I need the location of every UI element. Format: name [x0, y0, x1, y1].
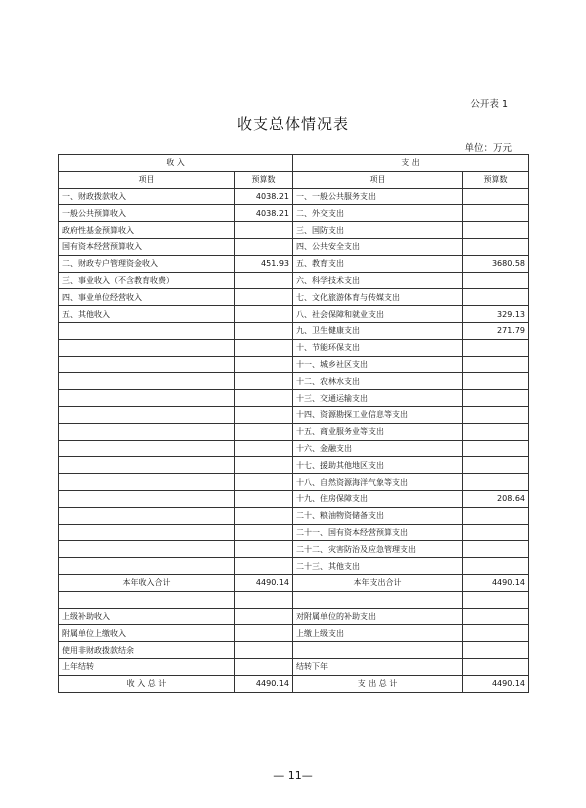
- expense-item-cell: 十四、资源勘探工业信息等支出: [293, 406, 463, 423]
- page-title: 收支总体情况表: [236, 115, 349, 133]
- income-item-cell: [59, 356, 235, 373]
- income-budget-cell: [235, 356, 293, 373]
- expense-budget-cell: [463, 390, 529, 407]
- expense-item-cell: 十一、城乡社区支出: [293, 356, 463, 373]
- expense-budget-header: 预算数: [463, 171, 529, 188]
- expense-item-cell: 十、节能环保支出: [293, 339, 463, 356]
- table-header-row: [59, 155, 529, 172]
- expense-budget-cell: [463, 238, 529, 255]
- expense-budget-cell: [463, 642, 529, 659]
- income-budget-cell: 4038.21: [235, 188, 293, 205]
- expense-budget-cell: [463, 524, 529, 541]
- income-budget-cell: [235, 642, 293, 659]
- income-budget-cell: [235, 608, 293, 625]
- expense-item-cell: 三、国防支出: [293, 222, 463, 239]
- table-row: [59, 423, 529, 440]
- expense-item-cell: 四、公共安全支出: [293, 238, 463, 255]
- expense-budget-cell: [463, 608, 529, 625]
- budget-table: [58, 154, 529, 693]
- table-row: [59, 524, 529, 541]
- income-budget-cell: 4490.14: [235, 675, 293, 692]
- expense-budget-cell: 3680.58: [463, 255, 529, 272]
- income-budget-cell: [235, 322, 293, 339]
- expense-item-cell: 一、一般公共服务支出: [293, 188, 463, 205]
- expense-item-cell: 二十、粮油物资储备支出: [293, 507, 463, 524]
- income-budget-cell: [235, 507, 293, 524]
- table-row: [59, 356, 529, 373]
- expense-budget-cell: 208.64: [463, 490, 529, 507]
- expense-budget-cell: 271.79: [463, 322, 529, 339]
- expense-budget-cell: [463, 541, 529, 558]
- expense-budget-cell: [463, 289, 529, 306]
- income-item-cell: [59, 390, 235, 407]
- expense-budget-cell: [463, 423, 529, 440]
- income-item-cell: 三、事业收入（不含教育收费）: [59, 272, 235, 289]
- table-tag: 公开表 1: [470, 99, 508, 110]
- expense-budget-cell: [463, 339, 529, 356]
- income-budget-cell: 451.93: [235, 255, 293, 272]
- income-budget-cell: 4490.14: [235, 574, 293, 591]
- income-budget-cell: [235, 306, 293, 323]
- expense-item-cell: [293, 642, 463, 659]
- income-budget-cell: 4038.21: [235, 205, 293, 222]
- expense-budget-cell: 4490.14: [463, 675, 529, 692]
- income-item-cell: [59, 558, 235, 575]
- expense-budget-cell: [463, 222, 529, 239]
- expense-budget-cell: [463, 373, 529, 390]
- table-row: [59, 339, 529, 356]
- income-budget-cell: [235, 222, 293, 239]
- income-item-cell: [59, 490, 235, 507]
- table-row: [59, 289, 529, 306]
- table-row: [59, 675, 529, 692]
- income-budget-cell: [235, 339, 293, 356]
- expense-item-cell: 十九、住房保障支出: [293, 490, 463, 507]
- expense-item-cell: 十七、援助其他地区支出: [293, 457, 463, 474]
- table-row: [59, 474, 529, 491]
- table-body: [59, 188, 529, 692]
- income-item-cell: [59, 322, 235, 339]
- expense-item-cell: 九、卫生健康支出: [293, 322, 463, 339]
- expense-item-cell: 十三、交通运输支出: [293, 390, 463, 407]
- income-item-cell: 附属单位上缴收入: [59, 625, 235, 642]
- expense-item-cell: 五、教育支出: [293, 255, 463, 272]
- table-row: [59, 373, 529, 390]
- income-item-cell: 一般公共预算收入: [59, 205, 235, 222]
- expense-item-cell: 支 出 总 计: [293, 675, 463, 692]
- expense-budget-cell: [463, 356, 529, 373]
- income-item-cell: [59, 474, 235, 491]
- income-item-cell: [59, 507, 235, 524]
- income-budget-cell: [235, 474, 293, 491]
- unit-label: 单位：万元: [464, 143, 512, 154]
- table-row: [59, 625, 529, 642]
- table-row: [59, 238, 529, 255]
- expense-item-cell: 二、外交支出: [293, 205, 463, 222]
- table-row: [59, 255, 529, 272]
- expense-item-cell: 上缴上级支出: [293, 625, 463, 642]
- income-item-cell: 二、财政专户管理资金收入: [59, 255, 235, 272]
- income-budget-cell: [235, 373, 293, 390]
- income-item-cell: [59, 423, 235, 440]
- expense-item-cell: 二十二、灾害防治及应急管理支出: [293, 541, 463, 558]
- expense-budget-cell: [463, 406, 529, 423]
- income-item-cell: 政府性基金预算收入: [59, 222, 235, 239]
- income-budget-cell: [235, 625, 293, 642]
- income-item-cell: [59, 524, 235, 541]
- table-row: [59, 205, 529, 222]
- income-budget-cell: [235, 289, 293, 306]
- table-row: [59, 507, 529, 524]
- expense-item-cell: [293, 591, 463, 608]
- income-item-cell: 五、其他收入: [59, 306, 235, 323]
- income-budget-cell: [235, 406, 293, 423]
- table-row: [59, 558, 529, 575]
- expense-item-cell: 十二、农林水支出: [293, 373, 463, 390]
- expense-item-cell: 对附属单位的补助支出: [293, 608, 463, 625]
- table-row: [59, 541, 529, 558]
- expense-budget-cell: [463, 507, 529, 524]
- expense-item-cell: 七、文化旅游体育与传媒支出: [293, 289, 463, 306]
- income-item-cell: 使用非财政拨款结余: [59, 642, 235, 659]
- expense-budget-cell: [463, 558, 529, 575]
- income-budget-cell: [235, 440, 293, 457]
- expense-item-cell: 十五、商业服务业等支出: [293, 423, 463, 440]
- expense-budget-cell: [463, 440, 529, 457]
- income-budget-cell: [235, 490, 293, 507]
- expense-budget-cell: 4490.14: [463, 574, 529, 591]
- table-row: [59, 490, 529, 507]
- income-budget-cell: [235, 423, 293, 440]
- expense-item-cell: 二十一、国有资本经营预算支出: [293, 524, 463, 541]
- expense-item-cell: 本年支出合计: [293, 574, 463, 591]
- expense-item-cell: 八、社会保障和就业支出: [293, 306, 463, 323]
- table-row: [59, 457, 529, 474]
- expense-budget-cell: [463, 658, 529, 675]
- table-row: [59, 390, 529, 407]
- table-row: [59, 322, 529, 339]
- income-budget-cell: [235, 457, 293, 474]
- expense-item-cell: 十六、金融支出: [293, 440, 463, 457]
- income-budget-cell: [235, 591, 293, 608]
- page-number: — 11—: [273, 769, 313, 782]
- income-budget-cell: [235, 272, 293, 289]
- table-row: [59, 574, 529, 591]
- table-row: [59, 591, 529, 608]
- income-item-cell: 本年收入合计: [59, 574, 235, 591]
- income-item-cell: 上年结转: [59, 658, 235, 675]
- expense-budget-cell: [463, 591, 529, 608]
- income-item-cell: [59, 339, 235, 356]
- income-item-cell: 上级补助收入: [59, 608, 235, 625]
- income-budget-cell: [235, 658, 293, 675]
- income-item-cell: [59, 457, 235, 474]
- table-row: [59, 272, 529, 289]
- income-budget-cell: [235, 390, 293, 407]
- income-item-cell: 四、事业单位经营收入: [59, 289, 235, 306]
- income-item-cell: 一、财政拨款收入: [59, 188, 235, 205]
- income-item-cell: [59, 406, 235, 423]
- income-budget-cell: [235, 558, 293, 575]
- expense-budget-cell: [463, 188, 529, 205]
- expense-budget-cell: [463, 474, 529, 491]
- table-row: [59, 642, 529, 659]
- table-row: [59, 306, 529, 323]
- income-budget-cell: [235, 541, 293, 558]
- table-row: [59, 222, 529, 239]
- income-budget-cell: [235, 524, 293, 541]
- expense-item-cell: 结转下年: [293, 658, 463, 675]
- table-row: [59, 440, 529, 457]
- income-budget-header: 预算数: [235, 171, 293, 188]
- table-row: [59, 406, 529, 423]
- expense-budget-cell: [463, 272, 529, 289]
- income-item-cell: 国有资本经营预算收入: [59, 238, 235, 255]
- expense-budget-cell: 329.13: [463, 306, 529, 323]
- income-item-cell: [59, 541, 235, 558]
- income-budget-cell: [235, 238, 293, 255]
- table-row: [59, 658, 529, 675]
- income-item-header: 项目: [59, 171, 235, 188]
- income-item-cell: 收 入 总 计: [59, 675, 235, 692]
- expense-budget-cell: [463, 457, 529, 474]
- expense-item-cell: 十八、自然资源海洋气象等支出: [293, 474, 463, 491]
- expense-header: 支 出: [293, 155, 529, 172]
- expense-item-cell: 六、科学技术支出: [293, 272, 463, 289]
- expense-item-header: 项目: [293, 171, 463, 188]
- expense-budget-cell: [463, 625, 529, 642]
- table-row: [59, 608, 529, 625]
- income-item-cell: [59, 440, 235, 457]
- table-subheader-row: [59, 171, 529, 188]
- income-item-cell: [59, 373, 235, 390]
- income-header: 收 入: [59, 155, 293, 172]
- income-item-cell: [59, 591, 235, 608]
- table-row: [59, 188, 529, 205]
- expense-budget-cell: [463, 205, 529, 222]
- expense-item-cell: 二十三、其他支出: [293, 558, 463, 575]
